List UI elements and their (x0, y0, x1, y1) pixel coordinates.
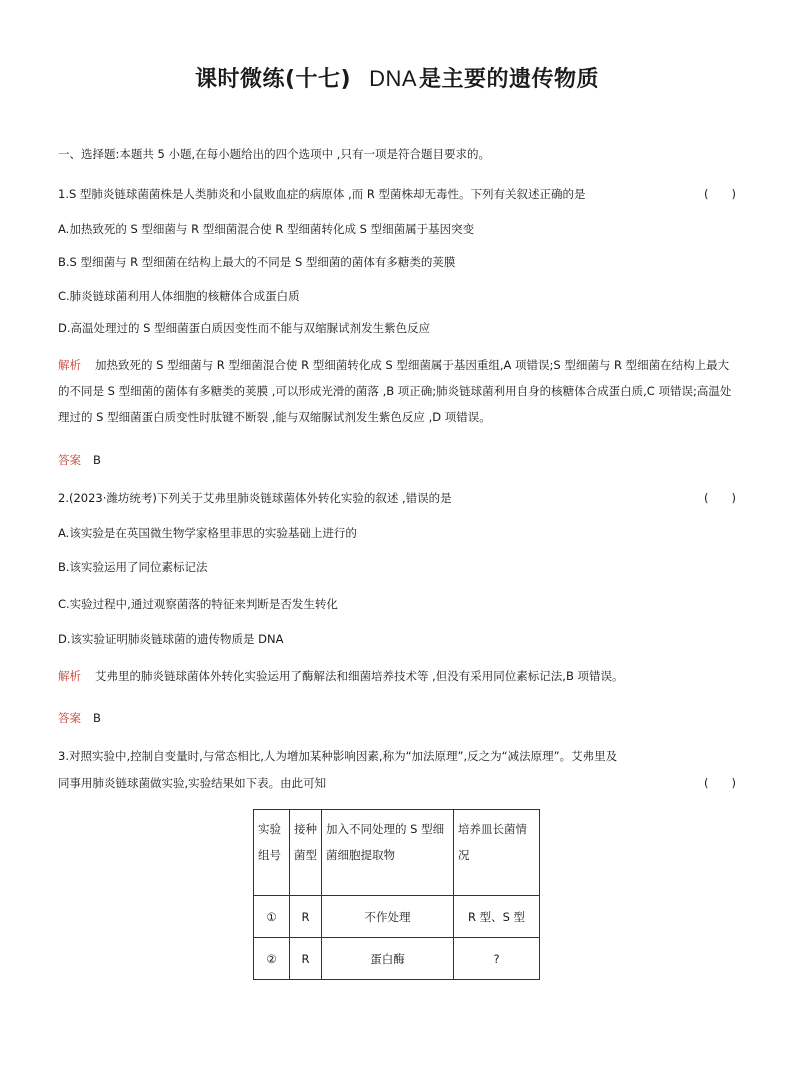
q2-option-a: A.该实验是在英国微生物学家格里菲思的实验基础上进行的 (58, 526, 357, 540)
table-header-cell: 接种菌型 (290, 810, 322, 896)
title-main: 课时微练(十七) (194, 67, 352, 92)
table-cell: 不作处理 (322, 896, 454, 938)
q2-stem: 2.(2023·潍坊统考)下列关于艾弗里肺炎链球菌体外转化实验的叙述 ,错误的是 (58, 491, 452, 505)
title-rest: 是主要的遗传物质 (419, 67, 600, 92)
q1-answer-value: B (93, 453, 101, 467)
q2-option-d: D.该实验证明肺炎链球菌的遗传物质是 DNA (58, 632, 284, 646)
q1-analysis-text: 加热致死的 S 型细菌与 R 型细菌混合使 R 型细菌转化成 S 型细菌属于基因重组,A 项错误;S 型细菌与 R 型细菌在结构上最大的不同是 S 型细菌的菌体有多糖类的荚膜 ,可以形成光滑的菌落 ,B 项正确;肺炎链球菌利用自身的核糖体合成蛋白质,C 项错误;高温处理过的 S 型细菌蛋白质变性时肽键不断裂 ,能与双缩脲试剂发生紫色反应 ,D 项错误。 (58, 358, 732, 424)
q2-bracket: ( ) (704, 491, 736, 505)
table-header-cell: 实验组号 (254, 810, 290, 896)
q1-analysis (58, 352, 738, 430)
table-row (254, 896, 540, 938)
title-dna: DNA (369, 66, 418, 91)
q1-bracket: ( ) (704, 187, 736, 201)
table-cell: R 型、S 型 (454, 896, 540, 938)
table-cell: R (290, 896, 322, 938)
q2-analysis-label: 解析 (58, 669, 81, 683)
section-heading: 一、选择题:本题共 5 小题,在每小题给出的四个选项中 ,只有一项是符合题目要求的。 (58, 147, 490, 161)
q1-answer (58, 452, 101, 468)
q2-analysis-text: 艾弗里的肺炎链球菌体外转化实验运用了酶解法和细菌培养技术等 ,但没有采用同位素标记法,B 项错误。 (95, 669, 624, 683)
q2-option-c: C.实验过程中,通过观察菌落的特征来判断是否发生转化 (58, 597, 338, 611)
q2-option-b: B.该实验运用了同位素标记法 (58, 560, 208, 574)
q2-answer-value: B (93, 711, 101, 725)
experiment-table (253, 809, 540, 980)
table-cell: ① (254, 896, 290, 938)
q2-answer (58, 710, 101, 726)
q1-analysis-label: 解析 (58, 358, 81, 372)
q1-option-d: D.高温处理过的 S 型细菌蛋白质因变性而不能与双缩脲试剂发生紫色反应 (58, 321, 431, 335)
table-header-cell: 培养皿长菌情况 (454, 810, 540, 896)
q3-stem-line2: 同事用肺炎链球菌做实验,实验结果如下表。由此可知 (58, 776, 327, 790)
table-header-cell: 加入不同处理的 S 型细菌细胞提取物 (322, 810, 454, 896)
q3-stem-line1: 3.对照实验中,控制自变量时,与常态相比,人为增加某种影响因素,称为“加法原理”,反之为“减法原理”。艾弗里及 (58, 749, 618, 763)
q1-option-b: B.S 型细菌与 R 型细菌在结构上最大的不同是 S 型细菌的菌体有多糖类的荚膜 (58, 255, 456, 269)
table-header-row (254, 810, 540, 896)
q2-analysis (58, 663, 738, 689)
q1-stem: 1.S 型肺炎链球菌菌株是人类肺炎和小鼠败血症的病原体 ,而 R 型菌株却无毒性。下列有关叙述正确的是 (58, 187, 586, 201)
page-title (0, 62, 794, 93)
q3-bracket: ( ) (704, 776, 736, 790)
q1-option-c: C.肺炎链球菌利用人体细胞的核糖体合成蛋白质 (58, 289, 300, 303)
table-cell: R (290, 938, 322, 980)
q1-option-a: A.加热致死的 S 型细菌与 R 型细菌混合使 R 型细菌转化成 S 型细菌属于基因突变 (58, 222, 475, 236)
table-cell: ② (254, 938, 290, 980)
table-row (254, 938, 540, 980)
q2-answer-label: 答案 (58, 711, 81, 725)
q1-answer-label: 答案 (58, 453, 81, 467)
table-cell: 蛋白酶 (322, 938, 454, 980)
table-cell: ? (454, 938, 540, 980)
